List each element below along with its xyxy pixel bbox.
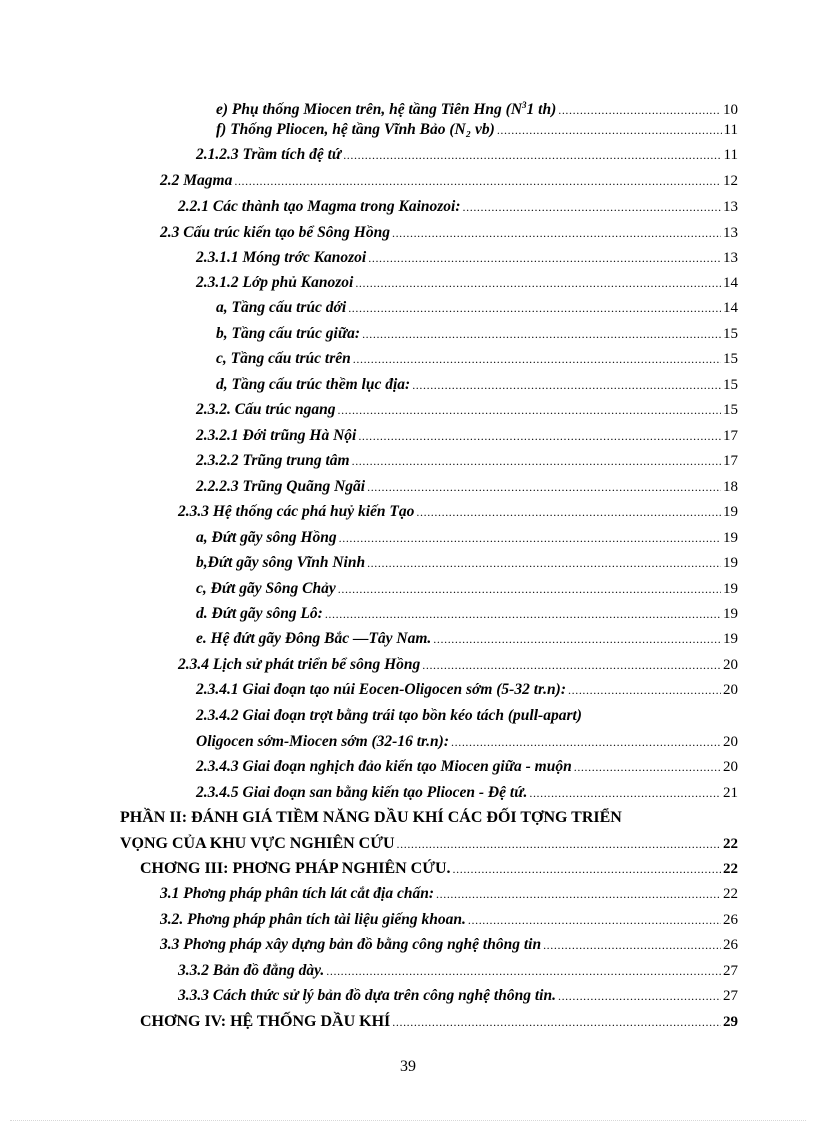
toc-entry-page: 11	[723, 122, 738, 138]
toc-entry[interactable]	[196, 271, 738, 295]
toc-entry-title: 3.3 Phơng pháp xây dựng bản đồ bằng công nghệ thông tin	[160, 936, 542, 953]
toc-leader	[325, 602, 721, 626]
toc-leader	[338, 577, 721, 601]
toc-leader	[558, 984, 721, 1008]
toc-entry-page: 19	[723, 555, 738, 571]
toc-entry-line[interactable]	[196, 704, 738, 728]
toc-entry[interactable]	[160, 882, 738, 906]
toc-entry-title: 2.2.2.3 Trũng Quãng Ngãi	[196, 478, 366, 495]
toc-entry[interactable]	[196, 449, 738, 473]
toc-leader	[529, 781, 721, 805]
toc-leader	[367, 475, 721, 499]
toc-leader	[568, 678, 721, 702]
page-edge-divider	[10, 1120, 806, 1121]
toc-entry-title: CHƠNG IV: HỆ THỐNG DẦU KHÍ	[140, 1013, 391, 1030]
toc-entry-page: 19	[723, 581, 738, 597]
toc-entry[interactable]	[160, 933, 738, 957]
toc-leader	[339, 526, 721, 550]
toc-leader	[355, 271, 721, 295]
toc-entry[interactable]	[120, 832, 738, 856]
toc-entry-title: d, Tầng cấu trúc thềm lục địa:	[216, 376, 411, 393]
toc-entry-page: 27	[723, 963, 738, 979]
toc-entry[interactable]	[160, 221, 738, 245]
toc-entry-title: 2.2 Magma	[160, 172, 233, 189]
toc-entry-page: 18	[723, 479, 738, 495]
toc-entry[interactable]	[178, 195, 738, 219]
toc-entry-title: 2.3.4.2 Giai đoạn trợt bằng trái tạo bồn kéo tách (pull-apart)	[196, 707, 582, 724]
toc-entry-page: 13	[723, 199, 738, 215]
toc-leader	[436, 882, 721, 906]
toc-leader	[234, 169, 721, 193]
toc-leader	[367, 551, 721, 575]
toc-entry[interactable]	[196, 424, 738, 448]
toc-entry[interactable]	[178, 500, 738, 524]
toc-leader	[463, 195, 721, 219]
toc-entry[interactable]	[196, 551, 738, 575]
toc-entry-page: 15	[723, 402, 738, 418]
toc-entry-title: 2.3.2.1 Đới trũng Hà Nội	[196, 427, 357, 444]
toc-entry[interactable]	[196, 602, 738, 626]
toc-entry[interactable]	[196, 143, 738, 167]
toc-entry-title: 2.3.4.3 Giai đoạn nghịch đảo kiến tạo Miocen giữa - muộn	[196, 758, 572, 775]
toc-entry[interactable]	[196, 577, 738, 601]
toc-entry-page: 13	[723, 225, 738, 241]
toc-entry[interactable]	[196, 678, 738, 702]
toc-entry[interactable]	[216, 93, 738, 117]
toc-entry-title: CHƠNG III: PHƠNG PHÁP NGHIÊN CỨU.	[140, 860, 451, 877]
toc-entry-page: 29	[723, 1014, 738, 1030]
toc-leader	[343, 143, 721, 167]
toc-entry-page: 14	[723, 300, 738, 316]
toc-entry-title: 3.2. Phơng pháp phân tích tài liệu giếng khoan.	[160, 911, 466, 928]
toc-entry-page: 26	[723, 912, 738, 928]
toc-leader	[392, 221, 721, 245]
toc-entry-page: 13	[723, 250, 738, 266]
toc-leader	[392, 1010, 721, 1034]
toc-entry-page: 20	[723, 657, 738, 673]
toc-entry-title: 2.3.1.1 Móng trớc Kanozoi	[196, 249, 367, 266]
toc-entry-page: 17	[723, 453, 738, 469]
toc-entry[interactable]	[178, 959, 738, 983]
toc-entry-page: 19	[723, 504, 738, 520]
page-number: 39	[400, 1058, 416, 1075]
toc-entry-page: 11	[723, 147, 738, 163]
toc-entry-title: 2.3.4.1 Giai đoạn tạo núi Eocen-Oligocen sớm (5-32 tr.n):	[196, 681, 567, 698]
toc-entry-title: 2.3.2.2 Trũng trung tâm	[196, 452, 350, 469]
toc-entry-page: 19	[723, 530, 738, 546]
toc-entry-page: 21	[723, 785, 738, 801]
toc-leader	[326, 959, 721, 983]
toc-entry[interactable]	[196, 475, 738, 499]
toc-leader	[352, 449, 721, 473]
toc-chapter[interactable]	[140, 857, 738, 881]
toc-leader	[362, 322, 721, 346]
toc-entry[interactable]	[196, 526, 738, 550]
toc-entry[interactable]	[160, 169, 738, 193]
toc-entry-title: VỌNG CỦA KHU VỰC NGHIÊN CỨU	[120, 835, 395, 852]
toc-leader	[358, 424, 721, 448]
toc-entry-title: 3.3.3 Cách thức sử lý bản đồ dựa trên công nghệ thông tin.	[178, 987, 556, 1004]
toc-entry-title: 3.1 Phơng pháp phân tích lát cắt địa chấn:	[160, 885, 435, 902]
toc-entry-title: PHẦN II: ĐÁNH GIÁ TIỀM NĂNG DẦU KHÍ CÁC ĐỐI TỢNG TRIỂN	[120, 809, 622, 826]
toc-entry-page: 22	[723, 836, 738, 852]
toc-leader	[433, 627, 721, 651]
toc-entry-page: 20	[723, 734, 738, 750]
toc-entry[interactable]	[196, 755, 738, 779]
toc-entry-page: 17	[723, 428, 738, 444]
toc-entry-title: d. Đứt gãy sông Lô:	[196, 605, 323, 622]
toc-entry[interactable]	[196, 730, 738, 754]
toc-entry-title: e) Phụ thống Miocen trên, hệ tầng Tiên Hng ($N^31$ th)	[216, 100, 557, 118]
toc-entry-page: 12	[723, 173, 738, 189]
toc-entry[interactable]	[178, 653, 738, 677]
toc-entry-title: 3.3.2 Bản đồ đẳng dày.	[178, 962, 325, 979]
toc-entry-title: e. Hệ đứt gãy Đông Bắc —Tây Nam.	[196, 630, 432, 647]
toc-entry-title: b,Đứt gãy sông Vĩnh Ninh	[196, 554, 366, 571]
toc-entry-title: c, Tầng cấu trúc trên	[216, 350, 351, 367]
toc-leader	[397, 832, 721, 856]
toc-leader	[468, 908, 721, 932]
toc-entry-page: 26	[723, 937, 738, 953]
toc-entry-page: 27	[723, 988, 738, 1004]
toc-entry[interactable]	[216, 296, 738, 320]
toc-leader	[412, 373, 721, 397]
toc-entry-title: a, Tầng cấu trúc dới	[216, 299, 347, 316]
toc-entry-page: 20	[723, 759, 738, 775]
toc-leader	[348, 296, 721, 320]
toc-entry-title: 2.3 Cấu trúc kiến tạo bể Sông Hồng	[160, 224, 390, 241]
toc-entry-page: 15	[723, 377, 738, 393]
toc-entry-page: 15	[723, 326, 738, 342]
toc-entry-title: 2.3.2. Cấu trúc ngang	[196, 401, 336, 418]
toc-entry-title: 2.1.2.3 Trầm tích đệ tứ	[196, 146, 342, 163]
toc-entry-title: a, Đứt gãy sông Hồng	[196, 529, 337, 546]
toc-entry-page: 22	[723, 886, 738, 902]
toc-leader	[353, 347, 721, 371]
toc-entry-page: 20	[723, 682, 738, 698]
toc-leader	[368, 246, 721, 270]
toc-leader	[453, 857, 721, 881]
toc-entry[interactable]	[216, 322, 738, 346]
toc-entry-title: 2.3.4 Lịch sử phát triển bể sông Hồng	[178, 656, 421, 673]
toc-entry[interactable]	[216, 347, 738, 371]
toc-entry-page: 19	[723, 606, 738, 622]
toc-part-heading[interactable]	[120, 806, 738, 830]
toc-entry-title: f) Thống Pliocen, hệ tầng Vĩnh Bảo (N₂ vb)	[216, 121, 495, 138]
toc-entry[interactable]	[196, 246, 738, 270]
toc-leader	[451, 730, 721, 754]
toc-entry-title: 2.2.1 Các thành tạo Magma trong Kainozoi:	[178, 198, 461, 215]
toc-entry[interactable]	[196, 627, 738, 651]
toc-entry-title: 2.3.4.5 Giai đoạn san bằng kiến tạo Pliocen - Đệ tứ.	[196, 784, 528, 801]
toc-entry-title: Oligocen sớm-Miocen sớm (32-16 tr.n):	[196, 733, 450, 750]
toc-entry-page: 10	[723, 102, 738, 118]
toc-leader	[497, 118, 722, 142]
toc-leader	[338, 398, 721, 422]
toc-entry-page: 15	[723, 351, 738, 367]
toc-entry-page: 19	[723, 631, 738, 647]
toc-leader	[422, 653, 721, 677]
toc-entry[interactable]	[216, 118, 738, 142]
toc-entry-title: 2.3.3 Hệ thống các phá huỷ kiến Tạo	[178, 503, 415, 520]
toc-entry[interactable]	[178, 984, 738, 1008]
toc-leader	[543, 933, 721, 957]
toc-entry-page: 22	[723, 861, 738, 877]
toc-entry[interactable]	[196, 781, 738, 805]
toc-entry-title: b, Tầng cấu trúc giữa:	[216, 325, 361, 342]
toc-entry[interactable]	[160, 908, 738, 932]
toc-entry[interactable]	[216, 373, 738, 397]
toc-leader	[416, 500, 721, 524]
toc-leader	[574, 755, 721, 779]
toc-entry[interactable]	[196, 398, 738, 422]
toc-entry-title: 2.3.1.2 Lớp phủ Kanozoi	[196, 274, 354, 291]
toc-entry-title: c, Đứt gãy Sông Chảy	[196, 580, 336, 597]
toc-chapter[interactable]	[140, 1010, 738, 1034]
toc-entry-page: 14	[723, 275, 738, 291]
